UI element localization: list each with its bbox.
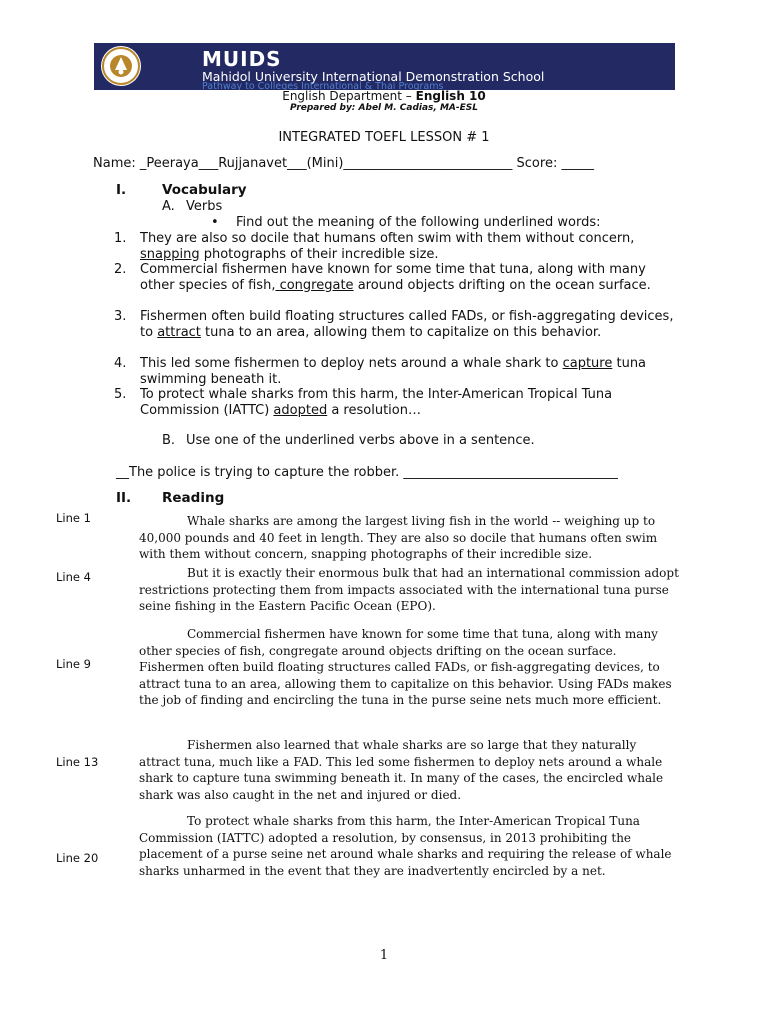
line-marker: Line 4 [56,570,91,584]
name-score-line: Name: _Peeraya___Rujjanavet___(Mini)__________________________ Score: _____ [93,156,594,171]
school-tagline: Pathway to Colleges International & Thai Programs [202,81,444,90]
school-full-name: Mahidol University International Demonstration School [202,69,545,84]
reading-paragraph: Commercial fishermen have known for some time that tuna, along with many other species of fish, congregate around objects drifting on the ocean surface. Fishermen often build floating structures called FADs, or fish-aggregating devices, to attract tuna to an area, allowing them to capitalize on this behavior. Using FADs makes the job of finding and encircling the tuna in the purse seine nets much more efficient. [139,627,672,707]
sub-a-letter: A. [162,199,175,214]
underlined-word: congregate [275,277,354,293]
line-marker: Line 13 [56,755,99,769]
item-number: 3. [114,309,127,324]
item-number: 5. [114,387,127,402]
underlined-word: adopted [273,402,328,418]
sub-a-label: Verbs [186,199,223,214]
line-marker: Line 1 [56,511,91,525]
sub-b-letter: B. [162,433,176,448]
reading-paragraph: Fishermen also learned that whale sharks are so large that they naturally attract tuna, much like a FAD. This led some fishermen to deploy nets around a whale shark to capture tuna swimming beneath it. In many of the cases, the encircled whale shark was also caught in the net and injured or died. [139,738,664,802]
section-reading-heading: Reading [162,490,225,506]
lesson-title: INTEGRATED TOEFL LESSON # 1 [278,130,490,145]
section-ii-roman: II. [116,490,132,506]
underlined-word: attract [157,324,201,340]
bullet: • [211,215,219,230]
item-number: 2. [114,262,127,277]
school-seal-icon [100,45,142,87]
instruction-text: Find out the meaning of the following underlined words: [236,215,601,230]
brand-name: MUIDS [202,47,282,71]
item-number: 4. [114,356,127,371]
section-i-roman: I. [116,182,127,198]
page-number: 1 [379,948,389,963]
reading-paragraph: Whale sharks are among the largest living fish in the world -- weighing up to 40,000 pounds and 40 feet in length. They are also so docile that humans often swim with them without concern, snapping photographs of their incredible size. [139,514,658,561]
line-marker: Line 9 [56,657,91,671]
section-vocabulary-heading: Vocabulary [162,182,247,198]
sentence-answer: __The police is trying to capture the robber. _________________________________ [116,465,618,480]
department-line [0,89,768,103]
school-banner [94,43,675,90]
department-prefix: English Department – [282,89,416,103]
underlined-word: snapping [140,246,200,262]
prepared-by: Prepared by: Abel M. Cadias, MA-ESL [290,103,478,113]
reading-paragraph: To protect whale sharks from this harm, the Inter-American Tropical Tuna Commission (IATTC) adopted a resolution, by consensus, in 2013 prohibiting the placement of a purse seine net around whale sharks and requiring the release of whale sharks unharmed in the event that they are inadvertently encircled by a net. [139,814,672,878]
item-number: 1. [114,231,127,246]
course-name: English 10 [415,89,486,103]
line-marker: Line 20 [56,851,99,865]
sub-b-label: Use one of the underlined verbs above in a sentence. [186,433,535,448]
reading-paragraph: But it is exactly their enormous bulk that had an international commission adopt restrictions protecting them from impacts associated with the international tuna purse seine fishing in the Eastern Pacific Ocean (EPO). [139,566,679,613]
underlined-word: capture [562,356,613,371]
